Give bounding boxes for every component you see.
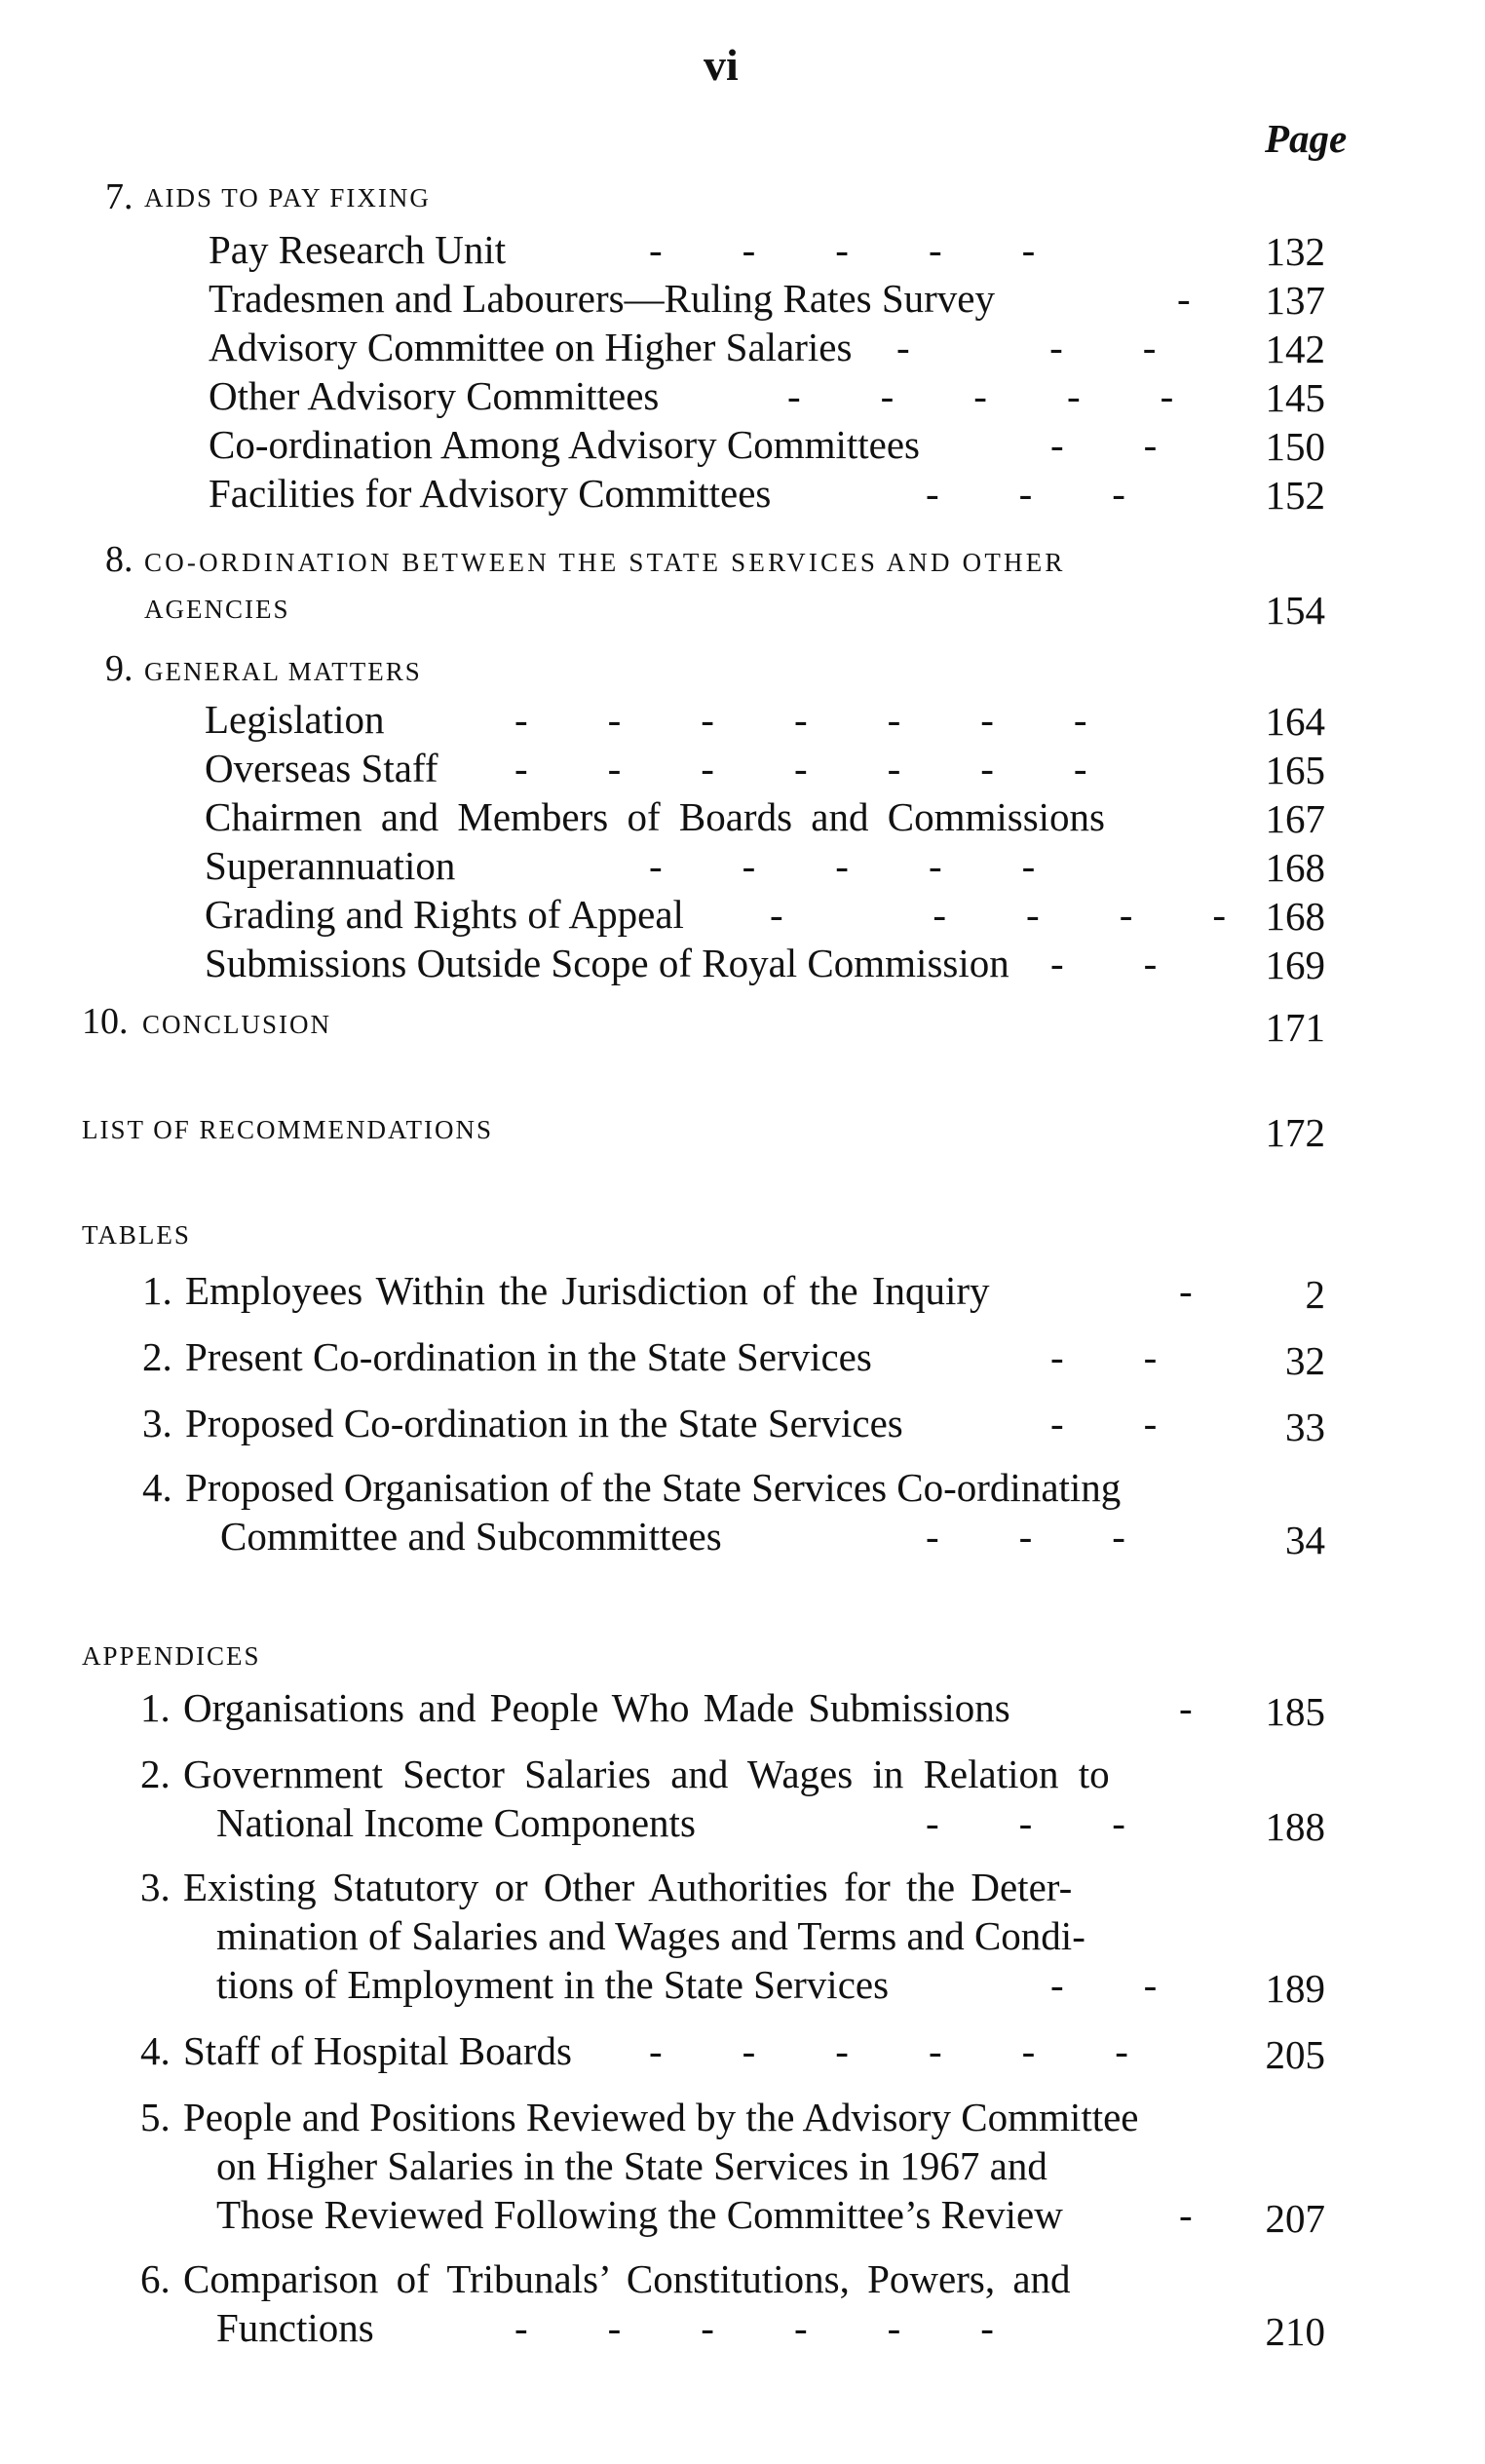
toc-entry-label[interactable]: Pay Research Unit <box>209 227 507 272</box>
appendix-entry-page: 185 <box>1265 1689 1325 1734</box>
appendix-entry-number: 4. <box>140 2028 171 2073</box>
appendices-heading: APPENDICES <box>82 1641 261 1671</box>
appendix-entry-label-continuation[interactable]: mination of Salaries and Wages and Terms and Condi- <box>216 1913 1085 1958</box>
appendix-entry-page: 189 <box>1265 1966 1325 2011</box>
toc-entry-page: 145 <box>1265 375 1325 420</box>
toc-entry-page: 132 <box>1265 229 1325 274</box>
toc-entry-page: 167 <box>1265 796 1325 841</box>
table-entry-page: 34 <box>1285 1518 1325 1562</box>
leader-dots: - - <box>1050 422 1158 467</box>
leader-dots: - - - - - - - <box>514 697 1087 742</box>
section-title[interactable]: CO-ORDINATION BETWEEN THE STATE SERVICES AND OTHER <box>144 548 1066 577</box>
leader-dots: - - - - - - - <box>514 746 1087 790</box>
toc-entry-label[interactable]: Submissions Outside Scope of Royal Commission <box>205 941 1009 985</box>
appendix-entry-label[interactable]: Staff of Hospital Boards <box>183 2028 572 2073</box>
table-entry-label[interactable]: Present Co-ordination in the State Services <box>185 1334 872 1379</box>
appendix-entry-number: 2. <box>140 1752 171 1796</box>
toc-entry-label[interactable]: Chairmen and Members of Boards and Commissions <box>205 794 1106 839</box>
page-column-label: Page <box>1265 116 1348 161</box>
appendix-entry-label-continuation[interactable]: National Income Components <box>216 1800 696 1845</box>
toc-entry-label[interactable]: Tradesmen and Labourers—Ruling Rates Survey <box>209 276 995 321</box>
leader-dots: - - - <box>926 1514 1125 1559</box>
appendix-entry-page: 205 <box>1265 2032 1325 2077</box>
section-number: 10. <box>82 1001 129 1042</box>
toc-entry-page: 150 <box>1265 424 1325 469</box>
leader-dots: - - <box>1050 1334 1158 1379</box>
toc-entry-page: 168 <box>1265 894 1325 939</box>
table-entry-page: 33 <box>1285 1405 1325 1449</box>
appendix-entry-label[interactable]: Organisations and People Who Made Submissions <box>183 1685 1010 1730</box>
section-page: 154 <box>1265 588 1325 633</box>
table-entry-number: 2. <box>142 1334 172 1379</box>
table-entry-label[interactable]: Employees Within the Jurisdiction of the Inquiry <box>185 1268 990 1313</box>
table-entry-label-continuation[interactable]: Committee and Subcommittees <box>220 1514 722 1559</box>
toc-entry-label[interactable]: Grading and Rights of Appeal <box>205 892 684 937</box>
appendix-entry-number: 5. <box>140 2095 171 2139</box>
table-entry-page: 2 <box>1305 1272 1325 1317</box>
table-entry-label[interactable]: Proposed Organisation of the State Services Co-ordinating <box>185 1465 1122 1510</box>
toc-entry-page: 142 <box>1265 327 1325 371</box>
leader-dots: - <box>1179 1268 1193 1313</box>
leader-dots: - <box>1177 276 1191 321</box>
leader-dots: - - - - - <box>787 373 1174 418</box>
toc-entry-page: 165 <box>1265 748 1325 792</box>
leader-dots: - - - <box>896 325 1157 369</box>
appendix-entry-page: 188 <box>1265 1804 1325 1849</box>
table-entry-page: 32 <box>1285 1338 1325 1383</box>
leader-dots: - - - - - - <box>649 2028 1128 2073</box>
leader-dots: - - <box>1050 1962 1158 2007</box>
toc-entry-label[interactable]: Facilities for Advisory Committees <box>209 471 772 516</box>
toc-entry-label[interactable]: Legislation <box>205 697 385 742</box>
toc-entry-label[interactable]: Other Advisory Committees <box>209 373 660 418</box>
toc-entry-page: 169 <box>1265 943 1325 987</box>
leader-dots: - - - <box>926 471 1125 516</box>
appendix-entry-label[interactable]: People and Positions Reviewed by the Advisory Committee <box>183 2095 1139 2139</box>
leader-dots: - - <box>1050 1401 1158 1445</box>
leader-dots: - - <box>1050 941 1158 985</box>
table-entry-number: 1. <box>142 1268 172 1313</box>
leader-dots: - - - - - - <box>514 2305 994 2350</box>
appendix-entry-page: 207 <box>1265 2196 1325 2241</box>
appendix-entry-label-continuation[interactable]: tions of Employment in the State Services <box>216 1962 890 2007</box>
tables-heading: TABLES <box>82 1220 191 1250</box>
section-title-continuation[interactable]: AGENCIES <box>144 595 290 624</box>
section-page: 171 <box>1265 1005 1325 1050</box>
section-title: GENERAL MATTERS <box>144 657 422 686</box>
recommendations-page: 172 <box>1265 1110 1325 1155</box>
toc-entry-label[interactable]: Advisory Committee on Higher Salaries <box>209 325 853 369</box>
section-number: 9. <box>105 648 133 689</box>
toc-entry-page: 164 <box>1265 699 1325 744</box>
appendix-entry-label[interactable]: Comparison of Tribunals’ Constitutions, Powers, and <box>183 2256 1071 2301</box>
toc-entry-label[interactable]: Superannuation <box>205 843 456 888</box>
appendix-entry-label[interactable]: Existing Statutory or Other Authorities for the Deter- <box>183 1865 1073 1909</box>
appendix-entry-label-continuation[interactable]: on Higher Salaries in the State Services in 1967 and <box>216 2143 1047 2188</box>
table-entry-label[interactable]: Proposed Co-ordination in the State Services <box>185 1401 903 1445</box>
appendix-entry-number: 1. <box>140 1685 171 1730</box>
table-entry-number: 3. <box>142 1401 172 1445</box>
leader-dots: - <box>1179 1685 1193 1730</box>
appendix-entry-number: 3. <box>140 1865 171 1909</box>
section-title: AIDS TO PAY FIXING <box>144 183 431 212</box>
appendix-entry-number: 6. <box>140 2256 171 2301</box>
appendix-entry-page: 210 <box>1265 2309 1325 2354</box>
toc-entry-page: 168 <box>1265 845 1325 890</box>
leader-dots: - - - - - <box>649 843 1036 888</box>
appendix-entry-label-continuation[interactable]: Functions <box>216 2305 374 2350</box>
section-number: 7. <box>105 176 133 217</box>
table-entry-number: 4. <box>142 1465 172 1510</box>
appendix-entry-label-continuation[interactable]: Those Reviewed Following the Committee’s Review <box>216 2192 1063 2237</box>
leader-dots: - - - - - <box>770 892 1227 937</box>
section-title[interactable]: CONCLUSION <box>142 1010 332 1039</box>
leader-dots: - <box>1179 2192 1193 2237</box>
appendix-entry-label[interactable]: Government Sector Salaries and Wages in Relation to <box>183 1752 1110 1796</box>
toc-entry-page: 152 <box>1265 473 1325 518</box>
page-number: vi <box>704 40 739 90</box>
leader-dots: - - - - - <box>649 227 1036 272</box>
leader-dots: - - - <box>926 1800 1125 1845</box>
recommendations-title[interactable]: LIST OF RECOMMENDATIONS <box>82 1115 494 1144</box>
toc-entry-page: 137 <box>1265 278 1325 323</box>
toc-entry-label[interactable]: Co-ordination Among Advisory Committees <box>209 422 921 467</box>
toc-entry-label[interactable]: Overseas Staff <box>205 746 438 790</box>
section-number: 8. <box>105 539 133 580</box>
